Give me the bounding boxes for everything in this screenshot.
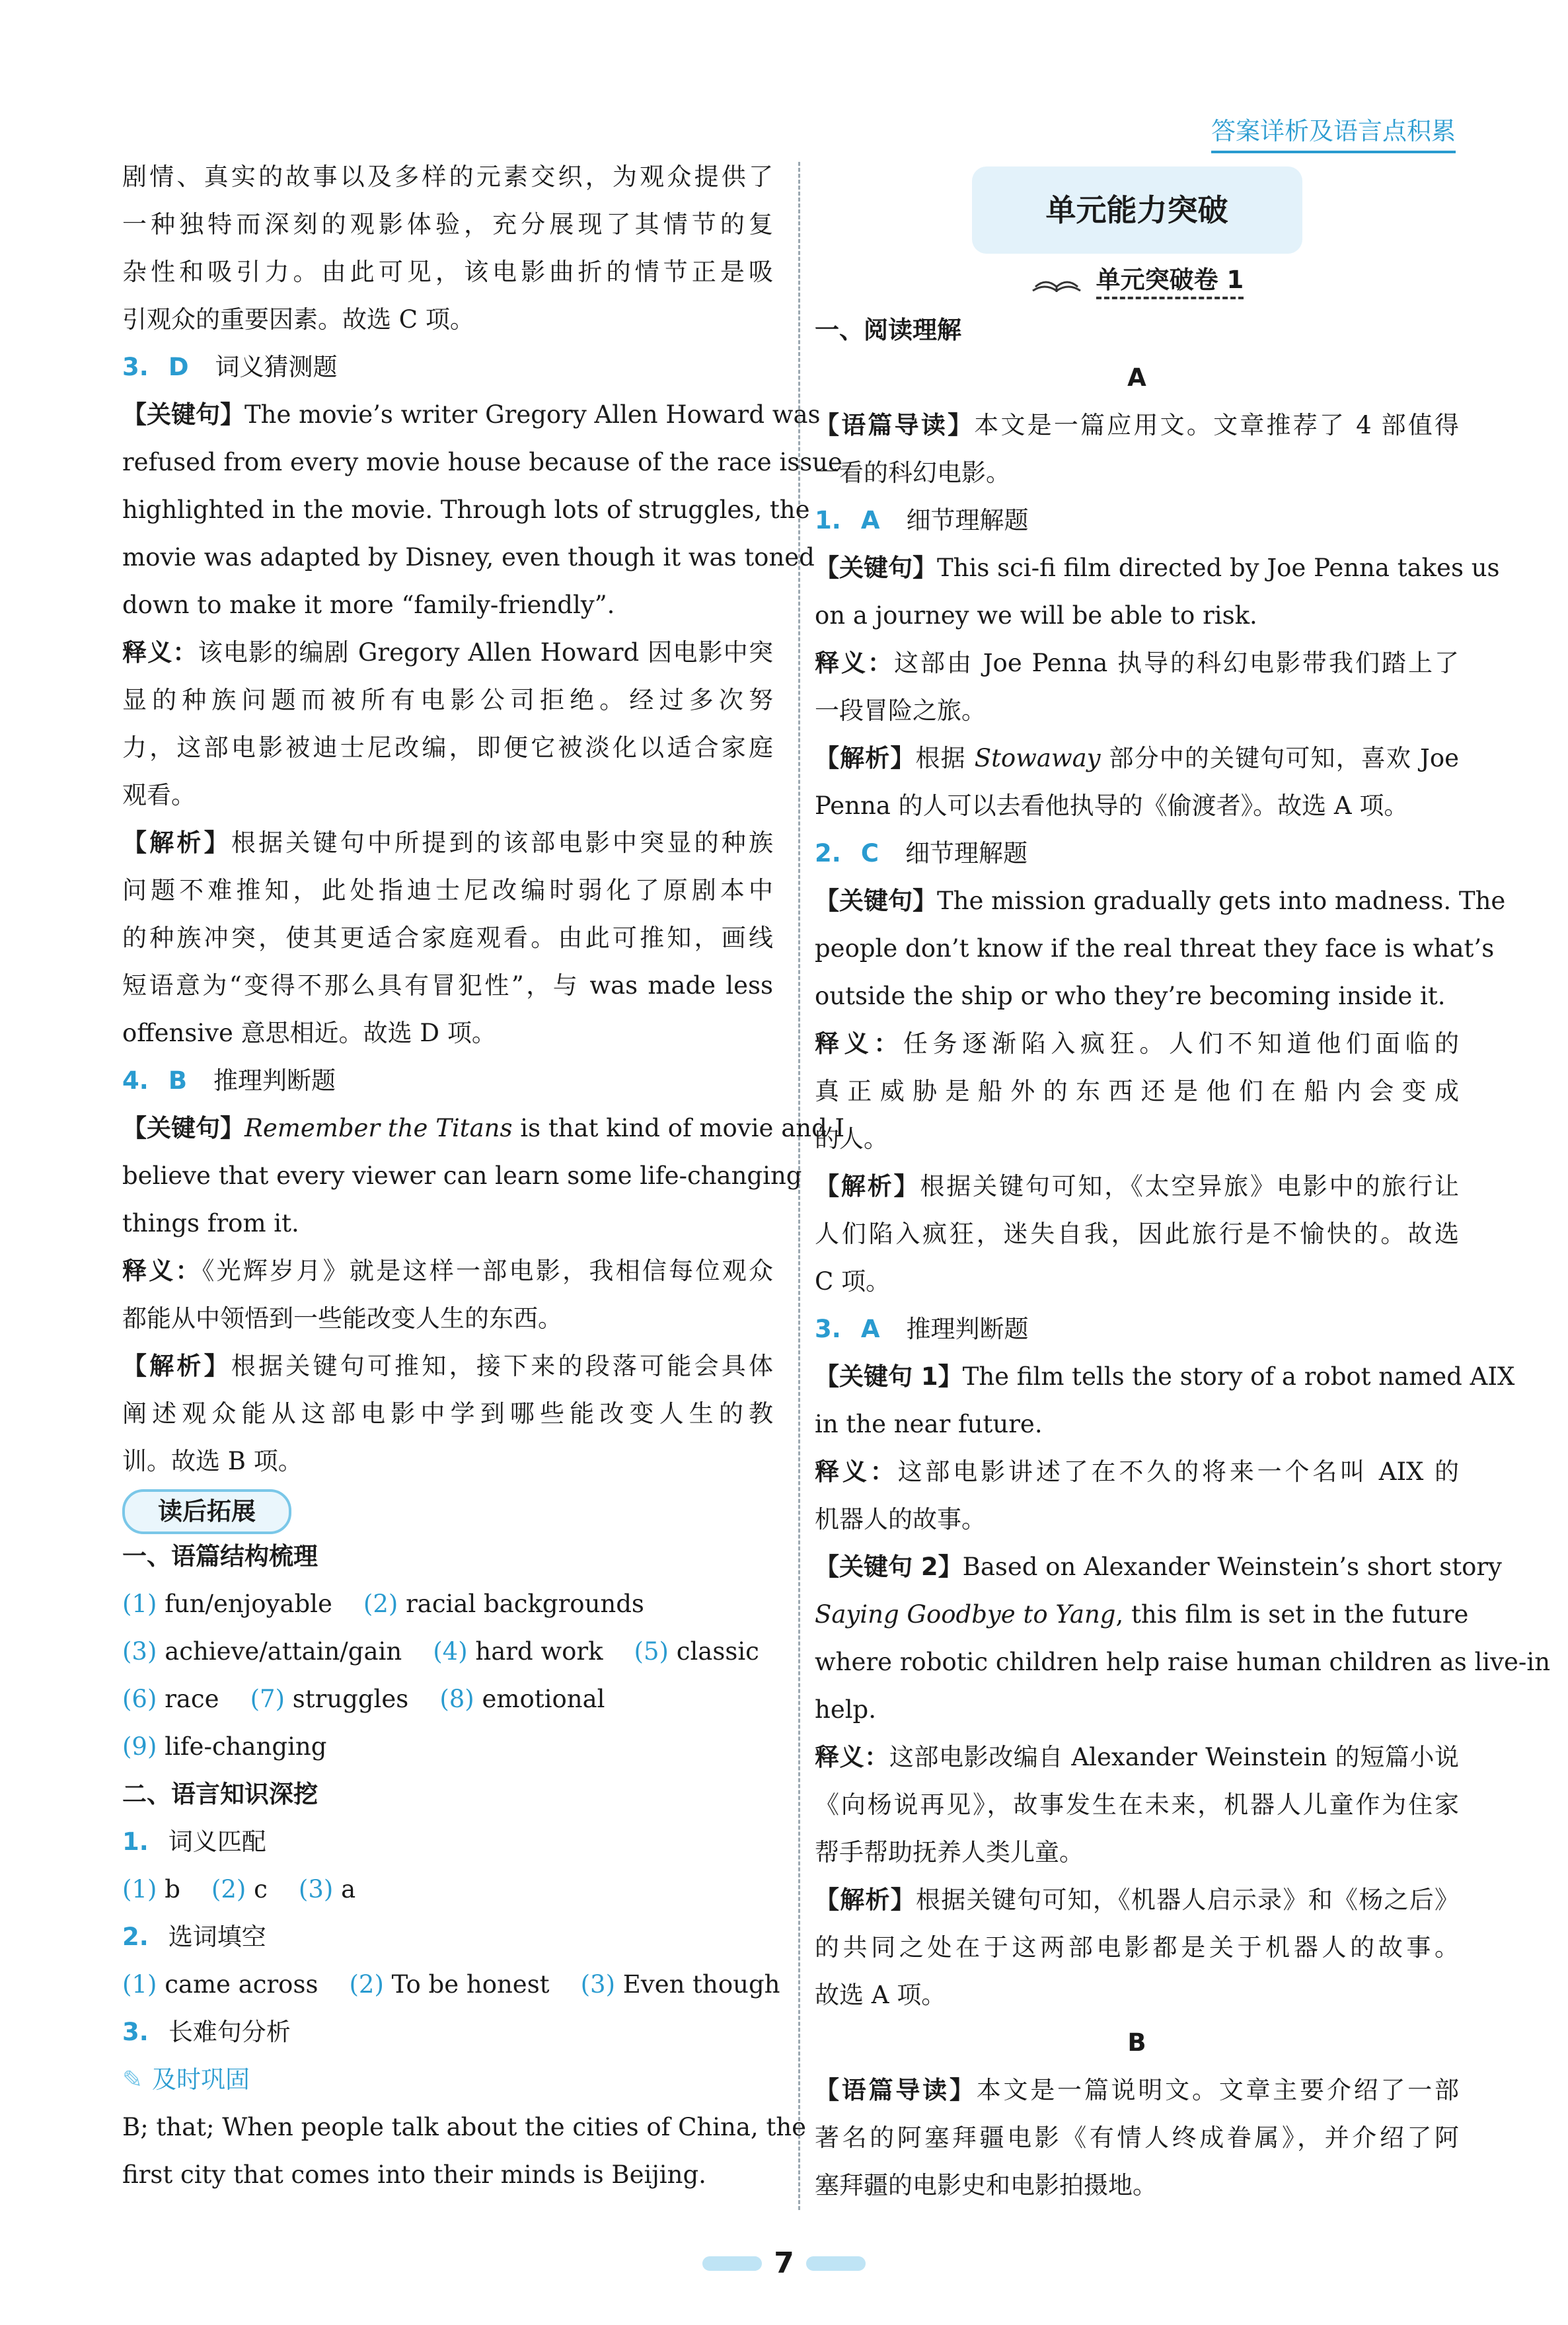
subsection-heading <box>122 1913 773 1961</box>
text-line: 《向杨说再见》，故事发生在未来，机器人儿童作为住家 <box>815 1790 1459 1819</box>
text-line <box>122 1247 773 1295</box>
text-line <box>815 544 1500 592</box>
text-line: 机器人的故事。 <box>815 1505 986 1533</box>
analysis-label: 【解析】 <box>122 829 231 857</box>
translation-text: 这部电影改编自 Alexander Weinstein 的短篇小说 <box>889 1743 1459 1771</box>
text-line <box>815 640 1459 687</box>
left-column <box>122 153 845 2199</box>
blank-number: (2) <box>211 1875 246 1903</box>
text-line: 问题不难推知，此处指迪士尼改编时弱化了原剧本中 <box>122 876 773 904</box>
text-line: 的种族冲突，使其更适合家庭观看。由此可推知，画线 <box>122 924 773 952</box>
translation-text: 任务逐渐陷入疯狂。人们不知道他们面临的 <box>903 1029 1459 1058</box>
subsection-title: 词义匹配 <box>168 1827 266 1856</box>
key-sentence: The film tells the story of a robot named AIX <box>962 1362 1515 1391</box>
translation-text: 该电影的编剧 Gregory Allen Howard 因电影中突 <box>198 638 773 667</box>
text-line: 力，这部电影被迪士尼改编，即便它被淡化以适合家庭 <box>122 733 773 762</box>
text-line <box>815 402 1459 449</box>
text-line <box>815 1353 1515 1401</box>
text-line: 人们陷入疯狂，迷失自我，因此旅行是不愉快的。故选 <box>815 1220 1459 1248</box>
text-line: C 项。 <box>815 1267 891 1296</box>
subsection-title: 选词填空 <box>168 1923 266 1951</box>
subsection-number: 2. <box>122 1923 149 1951</box>
question-type: 推理判断题 <box>906 1315 1029 1343</box>
key-sentence: , this film is set in the future <box>1115 1600 1469 1629</box>
answer-letter: A <box>860 1315 880 1343</box>
translation-text: 这部由 Joe Penna 执导的科幻电影带我们踏上了 <box>893 649 1459 677</box>
text-line: 阐述观众能从这部电影中学到哪些能改变人生的教 <box>122 1399 773 1428</box>
analysis-text: 根据关键句可知，《太空异旅》电影中的旅行让 <box>920 1172 1460 1200</box>
question-header <box>122 344 773 391</box>
text-line: people don’t know if the real threat they face is what’s <box>815 934 1495 963</box>
guide-text: 本文是一篇应用文。文章推荐了 4 部值得 <box>974 411 1459 439</box>
text-line: refused from every movie house because of the race issue <box>122 448 842 476</box>
question-number: 1. <box>815 506 841 535</box>
text-line: 著名的阿塞拜疆电影《有情人终成眷属》，并介绍了阿 <box>815 2123 1459 2152</box>
blank-number: (3) <box>298 1875 334 1903</box>
key-sentence: is that kind of movie and I <box>512 1114 845 1142</box>
section-heading: 二、语言知识深挖 <box>122 1780 318 1808</box>
section-header-tag: 答案详析及语言点积累 <box>1211 111 1456 153</box>
blank-number: (2) <box>349 1970 384 1999</box>
text-line: 故选 A 项。 <box>815 1981 946 2009</box>
answer-line <box>122 1676 773 1723</box>
text-line <box>815 1734 1459 1781</box>
blank-answer: struggles <box>292 1685 409 1713</box>
text-line: down to make it more “family-friendly”. <box>122 591 615 619</box>
text-line <box>122 1343 773 1390</box>
book-icon <box>1030 268 1083 295</box>
guide-label: 【语篇导读】 <box>815 411 975 439</box>
answer-line <box>122 1580 773 1628</box>
text-line: 一段冒险之旅。 <box>815 696 986 725</box>
guide-text: 本文是一篇说明文。文章主要介绍了一部 <box>976 2076 1460 2104</box>
blank-number: (4) <box>433 1637 468 1666</box>
text-line: 短语意为“变得不那么具有冒犯性”，与 was made less <box>122 971 773 1000</box>
subsection-heading <box>122 2009 773 2056</box>
key-sentence: The mission gradually gets into madness. The <box>937 887 1506 915</box>
key-sentence: This sci-fi film directed by Joe Penna takes us <box>937 554 1500 582</box>
text-line: 显的种族问题而被所有电影公司拒绝。经过多次努 <box>122 686 773 714</box>
question-number: 4. <box>122 1066 149 1095</box>
blank-answer: emotional <box>482 1685 605 1713</box>
text-line: B; that; When people talk about the cities of China, the <box>122 2113 807 2141</box>
text-line: 剧情、真实的故事以及多样的元素交织，为观众提供了 <box>122 163 773 191</box>
analysis-label: 【解析】 <box>815 1886 916 1914</box>
question-type: 词义猜测题 <box>215 353 338 381</box>
blank-number: (1) <box>122 1970 157 1999</box>
text-line: first city that comes into their minds is Beijing. <box>122 2160 706 2189</box>
test-title: 单元突破卷 1 <box>1096 266 1244 299</box>
text-line <box>122 1105 845 1152</box>
key-label: 【关键句】 <box>815 887 937 915</box>
answer-letter: D <box>168 353 189 381</box>
text-line: offensive 意思相近。故选 D 项。 <box>122 1019 496 1047</box>
translation-label: 释义： <box>815 1743 889 1771</box>
text-line: movie was adapted by Disney, even though it was toned <box>122 543 815 572</box>
text-line: believe that every viewer can learn some life-changing <box>122 1162 802 1190</box>
section-heading: 一、阅读理解 <box>815 316 961 344</box>
text-line: on a journey we will be able to risk. <box>815 601 1257 630</box>
subsection-number: 3. <box>122 2018 149 2046</box>
analysis-text: 根据关键句可推知，接下来的段落可能会具体 <box>231 1352 774 1380</box>
translation-text: 这部电影讲述了在不久的将来一个名叫 AIX 的 <box>897 1458 1460 1486</box>
text-line <box>122 629 773 677</box>
text-line: outside the ship or who they’re becoming inside it. <box>815 982 1446 1010</box>
pencil-icon: ✎ <box>122 2065 143 2094</box>
text-line <box>815 1543 1502 1591</box>
unit-banner: 单元能力突破 <box>972 166 1302 254</box>
consolidate-label: 及时巩固 <box>152 2065 250 2094</box>
blank-number: (2) <box>363 1590 398 1618</box>
blank-answer: race <box>165 1685 219 1713</box>
subsection-title: 长难句分析 <box>168 2018 291 2046</box>
text-line: 杂性和吸引力。由此可见，该电影曲折的情节正是吸 <box>122 258 773 286</box>
blank-number: (1) <box>122 1875 157 1903</box>
question-type: 推理判断题 <box>213 1066 336 1095</box>
blank-number: (3) <box>580 1970 616 1999</box>
question-header <box>122 1057 773 1105</box>
analysis-text: 部分中的关键句可知，喜欢 Joe <box>1100 744 1460 772</box>
blank-answer: To be honest <box>391 1970 550 1999</box>
guide-label: 【语篇导读】 <box>815 2076 977 2104</box>
text-line: 真正威胁是船外的东西还是他们在船内会变成 <box>815 1077 1459 1105</box>
text-line: help. <box>815 1695 877 1724</box>
page-footer <box>0 2246 1568 2280</box>
text-line: Penna 的人可以去看他执导的《偷渡者》。故选 A 项。 <box>815 792 1409 820</box>
answer-line <box>122 1628 773 1676</box>
answer-letter: C <box>860 839 879 867</box>
question-header <box>815 830 1459 877</box>
text-line: things from it. <box>122 1209 299 1237</box>
text-line <box>815 1876 1459 1924</box>
question-type: 细节理解题 <box>905 839 1027 867</box>
blank-answer: a <box>341 1875 356 1903</box>
key-label: 【关键句】 <box>122 1114 244 1142</box>
footer-bar-left <box>702 2256 762 2271</box>
blank-answer: hard work <box>475 1637 603 1666</box>
blank-number: (6) <box>122 1685 157 1713</box>
answer-letter: A <box>860 506 880 535</box>
movie-title: Remember the Titans <box>244 1114 513 1142</box>
extension-pill: 读后拓展 <box>122 1489 291 1534</box>
translation-label: 释义： <box>122 638 198 667</box>
analysis-text: 根据关键句中所提到的该部电影中突显的种族 <box>231 829 774 857</box>
key-sentence: The movie’s writer Gregory Allen Howard was <box>244 400 821 429</box>
answer-line <box>122 1961 780 2009</box>
answer-letter: B <box>168 1066 188 1095</box>
key-label: 【关键句 2】 <box>815 1553 963 1581</box>
question-header <box>815 497 1459 544</box>
analysis-text: 根据 <box>915 744 975 772</box>
blank-number: (1) <box>122 1590 157 1618</box>
subsection-number: 1. <box>122 1827 149 1856</box>
text-line: where robotic children help raise human children as live-in <box>815 1648 1551 1676</box>
blank-answer: achieve/attain/gain <box>165 1637 402 1666</box>
analysis-text: 根据关键句可知，《机器人启示录》和《杨之后》 <box>916 1886 1460 1914</box>
blank-answer: came across <box>165 1970 318 1999</box>
blank-answer: fun/enjoyable <box>165 1590 332 1618</box>
page-number: 7 <box>774 2246 794 2280</box>
question-header <box>815 1306 1459 1353</box>
question-number: 3. <box>122 353 149 381</box>
consolidate-heading <box>122 2056 773 2104</box>
right-column <box>815 153 1551 2209</box>
extension-heading-row <box>122 1485 773 1533</box>
translation-label: 释义： <box>815 649 894 677</box>
blank-answer: Even though <box>622 1970 780 1999</box>
blank-answer: racial backgrounds <box>406 1590 644 1618</box>
text-line <box>815 1020 1459 1068</box>
text-line <box>122 819 773 867</box>
text-line <box>122 391 821 439</box>
text-line <box>815 2067 1459 2114</box>
analysis-label: 【解析】 <box>815 1172 920 1200</box>
blank-number: (9) <box>122 1732 157 1761</box>
story-title: Saying Goodbye to Yang <box>815 1600 1116 1629</box>
blank-number: (8) <box>439 1685 474 1713</box>
text-line: 塞拜疆的电影史和电影拍摄地。 <box>815 2171 1157 2199</box>
blank-number: (7) <box>250 1685 285 1713</box>
section-heading: 一、语篇结构梳理 <box>122 1542 318 1570</box>
text-line: 都能从中领悟到一些能改变人生的东西。 <box>122 1304 562 1333</box>
translation-label: 释义： <box>815 1029 903 1058</box>
text-line: 的共同之处在于这两部电影都是关于机器人的故事。 <box>815 1933 1459 1962</box>
answer-line <box>122 1866 773 1913</box>
question-type: 细节理解题 <box>906 506 1029 535</box>
translation-label: 释义： <box>122 1257 202 1285</box>
part-label: B <box>1127 2028 1146 2057</box>
blank-answer: b <box>165 1875 180 1903</box>
blank-answer: classic <box>676 1637 759 1666</box>
question-number: 2. <box>815 839 841 867</box>
answer-line <box>122 1723 773 1771</box>
blank-answer: life-changing <box>165 1732 327 1761</box>
key-label: 【关键句 1】 <box>815 1362 963 1391</box>
text-line: 一种独特而深刻的观影体验，充分展现了其情节的复 <box>122 210 773 239</box>
analysis-label: 【解析】 <box>815 744 916 772</box>
text-line <box>815 1591 1469 1639</box>
part-label: A <box>1127 363 1146 392</box>
key-sentence: Based on Alexander Weinstein’s short story <box>962 1553 1502 1581</box>
text-line <box>815 1163 1459 1210</box>
text-line: 训。故选 B 项。 <box>122 1447 303 1475</box>
analysis-label: 【解析】 <box>122 1352 231 1380</box>
subsection-heading <box>122 1818 773 1866</box>
test-subheading <box>815 254 1459 307</box>
blank-number: (3) <box>122 1637 157 1666</box>
text-line: in the near future. <box>815 1410 1043 1438</box>
text-line: highlighted in the movie. Through lots of struggles, the <box>122 496 810 524</box>
translation-text: 《光辉岁月》就是这样一部电影，我相信每位观众 <box>202 1257 773 1285</box>
key-label: 【关键句】 <box>122 400 244 429</box>
text-line <box>815 877 1506 925</box>
text-line: 观看。 <box>122 781 196 809</box>
movie-title: Stowaway <box>974 744 1101 772</box>
text-line: 一看的科幻电影。 <box>815 459 1010 487</box>
text-line: 引观众的重要因素。故选 C 项。 <box>122 305 474 334</box>
blank-answer: c <box>254 1875 268 1903</box>
blank-number: (5) <box>634 1637 669 1666</box>
text-line: 帮手帮助抚养人类儿童。 <box>815 1838 1084 1866</box>
text-line <box>815 735 1459 782</box>
key-label: 【关键句】 <box>815 554 937 582</box>
footer-bar-right <box>806 2256 866 2271</box>
text-line: 的人。 <box>815 1125 888 1153</box>
question-number: 3. <box>815 1315 841 1343</box>
translation-label: 释义： <box>815 1458 898 1486</box>
text-line <box>815 1448 1459 1496</box>
